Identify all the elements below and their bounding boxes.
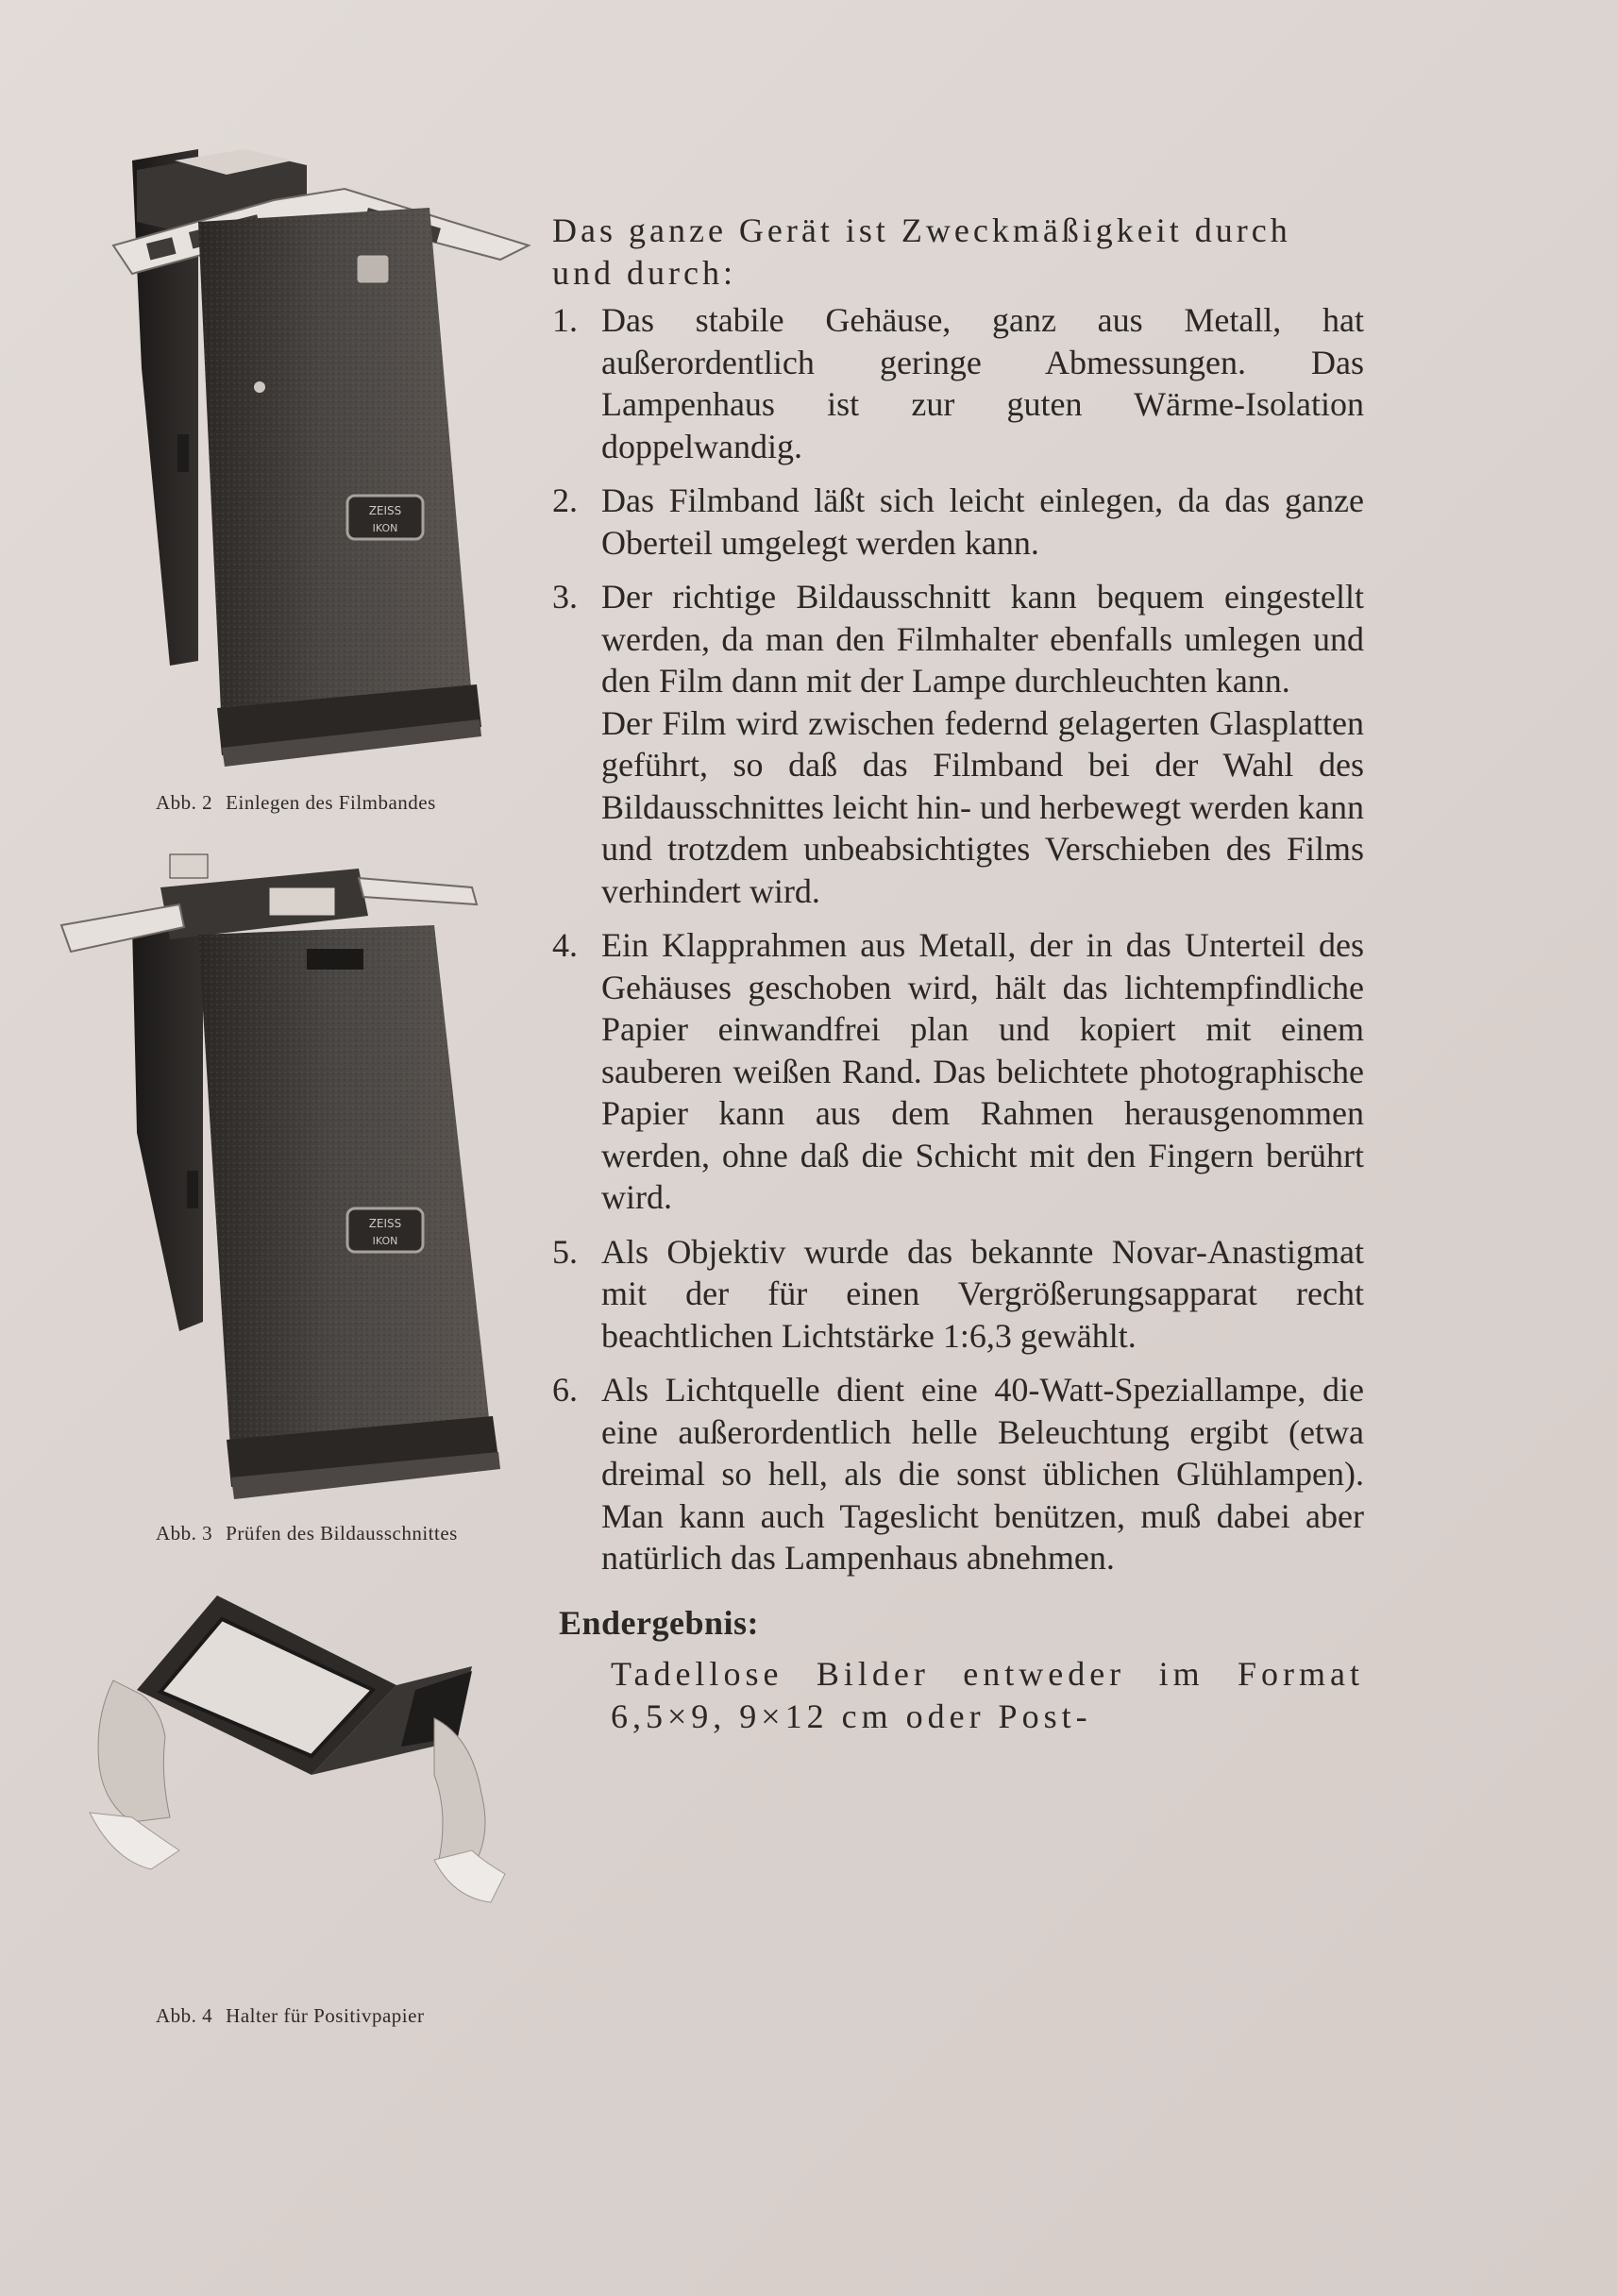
figure-caption-abb4: Abb. 4 Halter für Positivpapier	[156, 2004, 425, 2027]
list-item: 5. Als Objektiv wurde das bekannte Novar-Anastigmat mit der für einen Vergrößerungsapparat recht beachtlichen Lichtstärke 1:6,3 gewählt.	[552, 1232, 1364, 1355]
svg-text:IKON: IKON	[372, 522, 398, 534]
list-item: 2. Das Filmband läßt sich leicht einlegen, da das ganze Oberteil umgelegt werden kann.	[552, 481, 1364, 562]
figure-enlarger-film-loading	[57, 132, 547, 784]
figure-caption-abb3: Abb. 3 Prüfen des Bildausschnittes	[156, 1522, 458, 1545]
intro-paragraph: Das ganze Gerät ist Zweckmäßigkeit durch und durch:	[552, 211, 1291, 292]
svg-text:ZEISS: ZEISS	[368, 504, 402, 517]
figure-paper-holder	[76, 1577, 547, 1973]
list-item: 1. Das stabile Gehäuse, ganz aus Metall, hat außerordentlich geringe Abmessungen. Das Lampenhaus ist zur guten Wärme-Isolation doppelwandig.	[552, 301, 1364, 465]
result-paragraph: Tadellose Bilder entweder im Format 6,5×9, 9×12 cm oder Post-	[611, 1655, 1364, 1735]
svg-text:IKON: IKON	[372, 1235, 398, 1247]
list-item: 6. Als Lichtquelle dient eine 40-Watt-Speziallampe, die eine außerordentlich helle Beleuchtung ergibt (etwa dreimal so hell, als die sonst üblichen Glühlampen). Man kann auch Tageslicht benützen, muß dabei aber natürlich das Lampenhaus abnehmen.	[552, 1371, 1364, 1577]
svg-text:ZEISS: ZEISS	[368, 1217, 402, 1230]
result-heading: Endergebnis:	[559, 1603, 760, 1642]
list-item: 3. Der richtige Bildausschnitt kann bequem eingestellt werden, da man den Filmhalter ebenfalls umlegen und den Film dann mit der Lampe durchleuchten kann. Der Film wird zwischen federnd gelagerten Glasplatten geführt, so daß das Filmband bei der Wahl des Bildausschnittes leicht hin- und herbewegt werden kann und trotzdem unbeabsichtigtes Verschieben des Films verhindert wird.	[552, 578, 1364, 910]
zeiss-ikon-badge	[347, 1208, 423, 1252]
list-item: 4. Ein Klapprahmen aus Metall, der in das Unterteil des Gehäuses geschoben wird, hält das lichtempfindliche Papier einwandfrei plan und kopiert mit einem sauberen weißen Rand. Das belichtete photographische Papier kann aus dem Rahmen herausgenommen werden, ohne daß die Schicht mit den Fingern berührt wird.	[552, 926, 1364, 1216]
figure-caption-abb2: Abb. 2 Einlegen des Filmbandes	[156, 791, 436, 814]
figure-enlarger-check-frame	[57, 850, 547, 1511]
main-text-column	[552, 210, 1364, 1737]
zeiss-ikon-badge	[347, 496, 423, 539]
